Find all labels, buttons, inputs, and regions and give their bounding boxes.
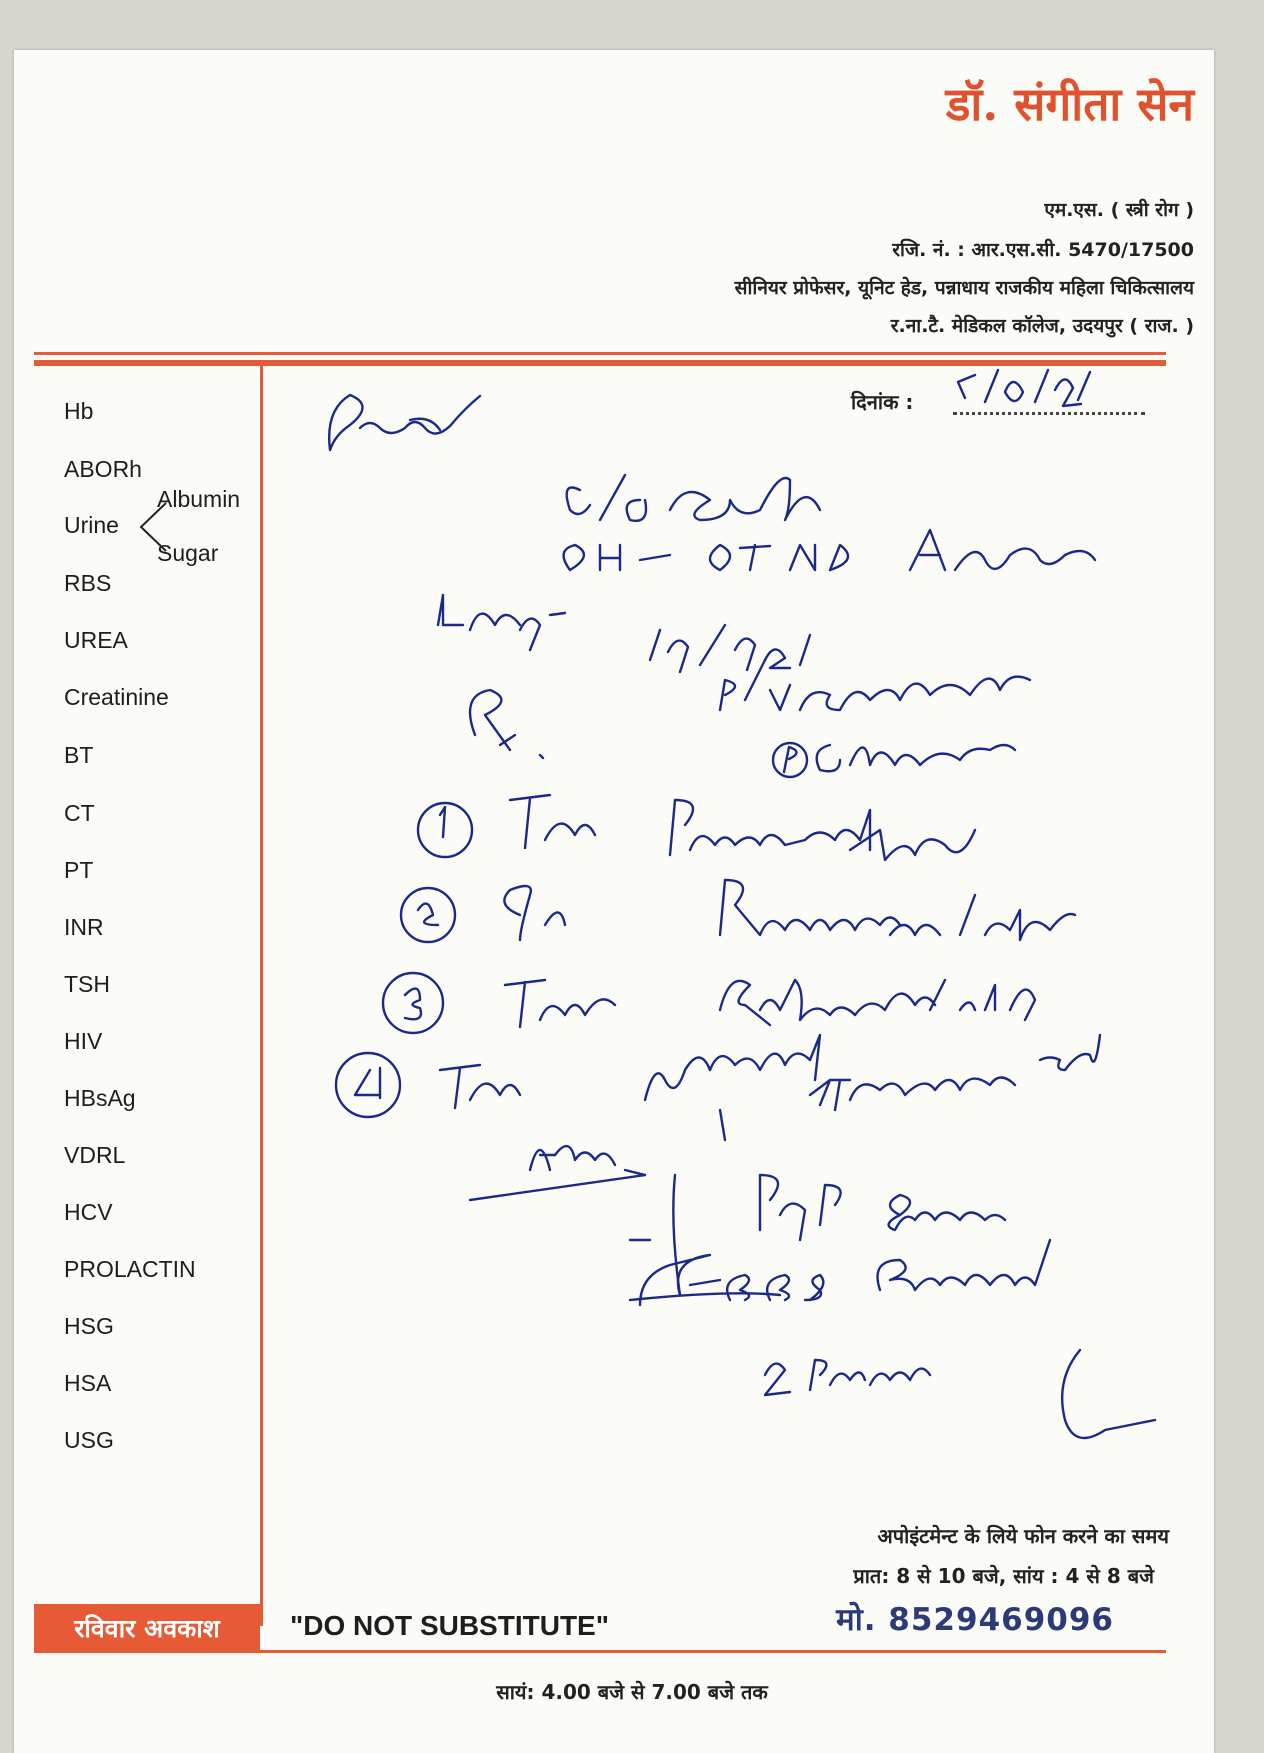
doctor-degree: एम.एस. ( स्त्री रोग ): [1044, 199, 1194, 221]
test-hsa: HSA: [64, 1370, 112, 1396]
test-bt: BT: [64, 742, 94, 768]
doctor-institution: र.ना.टै. मेडिकल कॉलेज, उदयपुर ( राज. ): [890, 315, 1194, 337]
test-hcv: HCV: [64, 1199, 113, 1225]
do-not-substitute: "DO NOT SUBSTITUTE": [290, 1610, 609, 1641]
test-vdrl: VDRL: [64, 1142, 126, 1168]
test-hbsag: HBsAg: [64, 1085, 136, 1111]
test-urine-albumin: Albumin: [157, 486, 241, 512]
doctor-name: डॉ. संगीता सेन: [945, 77, 1194, 131]
appointment-line-2: प्रात: 8 से 10 बजे, सांय : 4 से 8 बजे: [853, 1564, 1154, 1588]
date-label: दिनांक :: [851, 390, 914, 414]
test-inr: INR: [64, 914, 104, 940]
test-ct: CT: [64, 800, 95, 826]
test-urea: UREA: [64, 627, 128, 653]
test-creatinine: Creatinine: [64, 684, 169, 710]
test-usg: USG: [64, 1427, 114, 1453]
test-urine: Urine: [64, 512, 119, 538]
test-hiv: HIV: [64, 1028, 103, 1054]
doctor-designation: सीनियर प्रोफेसर, यूनिट हेड, पन्नाधाय राजकीय महिला चिकित्सालय: [734, 277, 1194, 299]
test-hsg: HSG: [64, 1313, 114, 1339]
evening-hours: सायं: 4.00 बजे से 7.00 बजे तक: [496, 1680, 768, 1704]
test-urine-sugar: Sugar: [157, 540, 219, 566]
test-pt: PT: [64, 857, 94, 883]
footer-rule: [34, 1650, 1166, 1653]
mobile-number: मो. 8529469096: [836, 1602, 1114, 1638]
sunday-holiday-badge: रविवार अवकाश: [34, 1604, 260, 1652]
test-aborh: ABORh: [64, 456, 142, 482]
test-hb: Hb: [64, 398, 94, 424]
test-tsh: TSH: [64, 971, 110, 997]
registration-number: रजि. नं. : आर.एस.सी. 5470/17500: [892, 239, 1194, 261]
appointment-line-1: अपोइंटमेन्ट के लिये फोन करने का समय: [877, 1524, 1169, 1548]
test-rbs: RBS: [64, 570, 112, 596]
test-prolactin: PROLACTIN: [64, 1256, 196, 1282]
